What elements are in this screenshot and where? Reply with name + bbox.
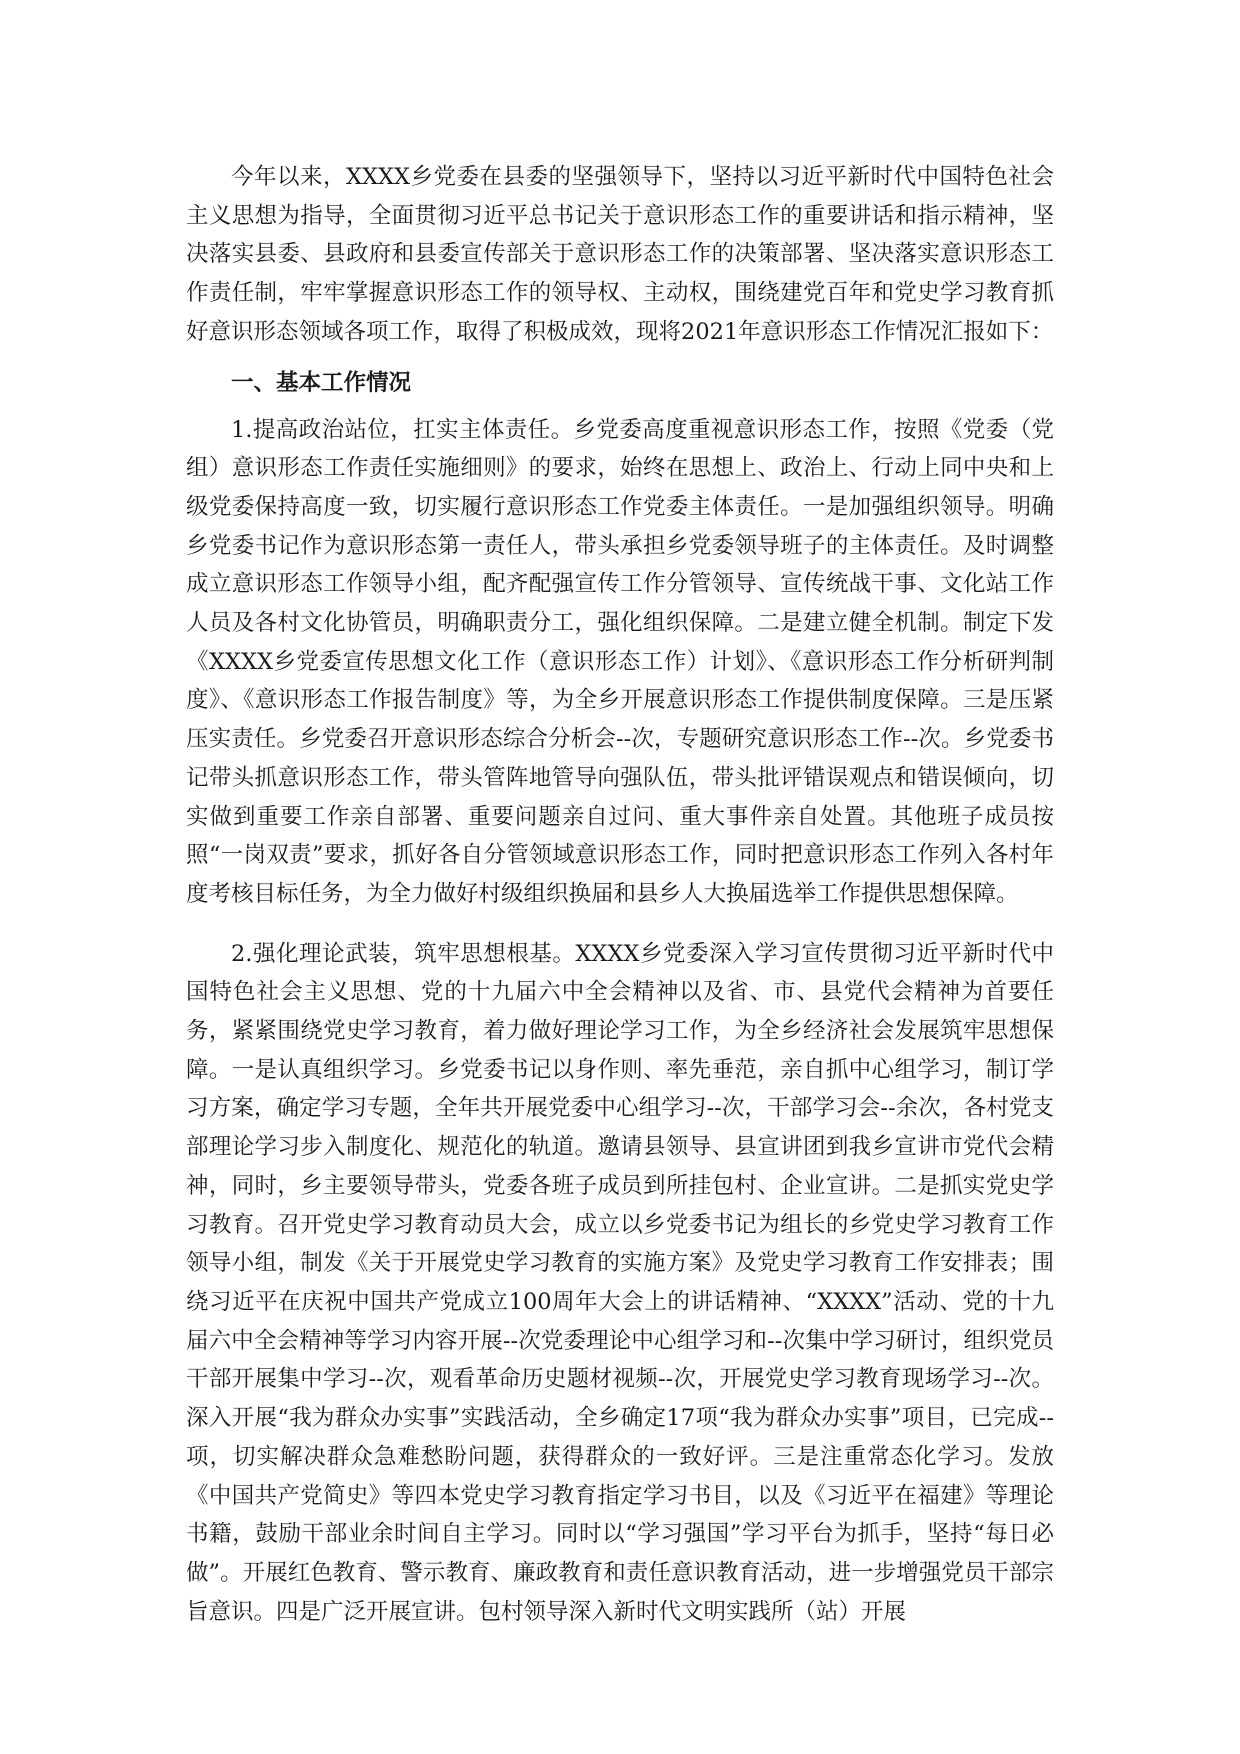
intro-paragraph: 今年以来，XXXX乡党委在县委的坚强领导下，坚持以习近平新时代中国特色社会主义思想为指导，全面贯彻习近平总书记关于意识形态工作的重要讲话和指示精神，坚决落实县委、县政府和县委宣传部关于意识形态工作的决策部署、坚决落实意识形态工作责任制，牢牢掌握意识形态工作的领导权、主动权，围绕建党百年和党史学习教育抓好意识形态领域各项工作，取得了积极成效，现将2021年意识形态工作情况汇报如下： [186,164,1054,345]
section-heading: 一、基本工作情况 [231,369,412,396]
paragraph-2: 2.强化理论武装，筑牢思想根基。XXXX乡党委深入学习宣传贯彻习近平新时代中国特色社会主义思想、党的十九届六中全会精神以及省、市、县党代会精神为首要任务，紧紧围绕党史学习教育，着力做好理论学习工作，为全乡经济社会发展筑牢思想保障。一是认真组织学习。乡党委书记以身作则、率先垂范，亲自抓中心组学习，制订学习方案，确定学习专题，全年共开展党委中心组学习--次，干部学习会--余次，各村党支部理论学习步入制度化、规范化的轨道。邀请县领导、县宣讲团到我乡宣讲市党代会精神，同时，乡主要领导带头，党委各班子成员到所挂包村、企业宣讲。二是抓实党史学习教育。召开党史学习教育动员大会，成立以乡党委书记为组长的乡党史学习教育工作领导小组，制发《关于开展党史学习教育的实施方案》及党史学习教育工作安排表；围绕习近平在庆祝中国共产党成立100周年大会上的讲话精神、“XXXX”活动、党的十九届六中全会精神等学习内容开展--次党委理论中心组学习和--次集中学习研讨，组织党员干部开展集中学习--次，观看革命历史题材视频--次，开展党史学习教育现场学习--次。深入开展“我为群众办实事”实践活动，全乡确定17项“我为群众办实事”项目，已完成--项，切实解决群众急难愁盼问题，获得群众的一致好评。三是注重常态化学习。发放《中国共产党简史》等四本党史学习教育指定学习书目，以及《习近平在福建》等理论书籍，鼓励干部业余时间自主学习。同时以“学习强国”学习平台为抓手，坚持“每日必做”。开展红色教育、警示教育、廉政教育和责任意识教育活动，进一步增强党员干部宗旨意识。四是广泛开展宣讲。包村领导深入新时代文明实践所（站）开展 [186,940,1054,1625]
paragraph-1: 1.提高政治站位，扛实主体责任。乡党委高度重视意识形态工作，按照《党委（党组）意识形态工作责任实施细则》的要求，始终在思想上、政治上、行动上同中央和上级党委保持高度一致，切实履行意识形态工作党委主体责任。一是加强组织领导。明确乡党委书记作为意识形态第一责任人，带头承担乡党委领导班子的主体责任。及时调整成立意识形态工作领导小组，配齐配强宣传工作分管领导、宣传统战干事、文化站工作人员及各村文化协管员，明确职责分工，强化组织保障。二是建立健全机制。制定下发《XXXX乡党委宣传思想文化工作（意识形态工作）计划》、《意识形态工作分析研判制度》、《意识形态工作报告制度》等，为全乡开展意识形态工作提供制度保障。三是压紧压实责任。乡党委召开意识形态综合分析会--次，专题研究意识形态工作--次。乡党委书记带头抓意识形态工作，带头管阵地管导向强队伍，带头批评错误观点和错误倾向，切实做到重要工作亲自部署、重要问题亲自过问、重大事件亲自处置。其他班子成员按照“一岗双责”要求，抓好各自分管领域意识形态工作，同时把意识形态工作列入各村年度考核目标任务，为全力做好村级组织换届和县乡人大换届选举工作提供思想保障。 [186,416,1054,907]
document-body [186,158,1054,1631]
